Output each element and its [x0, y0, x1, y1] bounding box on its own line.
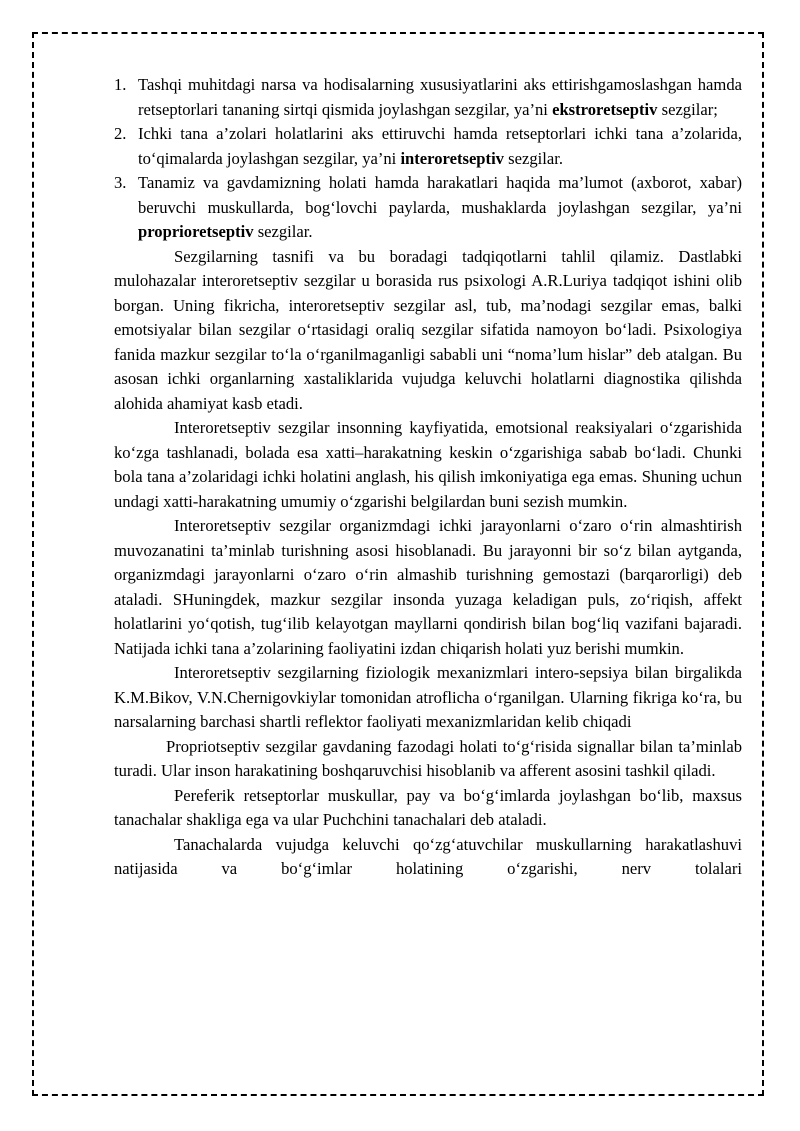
list-item-term: interoretseptiv — [400, 148, 504, 168]
list-item-number: 1. — [114, 75, 127, 94]
paragraph: Pereferik retseptorlar muskullar, pay va bo‘g‘imlarda joylashgan bo‘lib, maxsus tanachalar shakliga ega va ular Puchchini tanachalari deb ataladi. — [114, 785, 742, 829]
list-item-term: ekstroretseptiv — [552, 99, 658, 119]
paragraph: Sezgilarning tasnifi va bu boradagi tadqiqotlarni tahlil qilamiz. Dastlabki mulohazalar interoretseptiv sezgilar u borasida rus psixologi A.R.Luriya tadqiqot ishini olib borgan. Uning fikricha, interoretseptiv sezgilar asl, tub, ma’nodagi sezgilar emas, balki emotsiyalar bilan sezgilar o‘rtasidagi oraliq sezgilar sifatida namoyon bo‘ladi. Psixologiya fanida mazkur sezgilar to‘la o‘rganilmaganligi sababli uni “noma’lum hislar” deb atalgan. Bu asosan ichki organlarning xastaliklarida vujudga keluvchi holatlarni diagnostika qilishda alohida ahamiyat kasb etadi. — [114, 246, 742, 413]
paragraph: Tanachalarda vujudga keluvchi qo‘zg‘atuvchilar muskullarning harakatlashuvi natijasida va bo‘g‘imlar holatining o‘zgarishi, nerv tolalari — [114, 834, 742, 878]
list-item-text-end: sezgilar; — [657, 99, 718, 119]
sensation-types-list — [114, 73, 742, 245]
list-item-text: Tanamiz va gavdamizning holati hamda harakatlari haqida ma’lumot (axborot, xabar) beruvchi muskullarda, bog‘lovchi paylarda, mushaklarda joylashgan sezgilar, ya’ni — [138, 173, 742, 217]
list-item-text: Ichki tana a’zolari holatlarini aks ettiruvchi hamda retseptorlari ichki tana a’zolarida, to‘qimalarda joylashgan sezgilar, ya’ni — [138, 124, 742, 168]
list-item — [114, 171, 742, 245]
list-item — [114, 122, 742, 171]
list-item — [114, 73, 742, 122]
paragraph: Interoretseptiv sezgilarning fiziologik mexanizmlari intero-sepsiya bilan birgalikda K.M.Bikov, V.N.Chernigovkiylar tomonidan atroflicha o‘rganilgan. Ularning fikriga ko‘ra, bu narsalarning barchasi shartli reflektor faoliyati mexanizmlaridan kelib chiqadi — [114, 663, 742, 731]
list-item-number: 2. — [114, 124, 127, 143]
document-body — [114, 73, 742, 882]
paragraph: Propriotseptiv sezgilar gavdaning fazodagi holati to‘g‘risida signallar bilan ta’minlab turadi. Ular inson harakatining boshqaruvchisi hisoblanib va afferent asosini tashkil qiladi. — [114, 736, 742, 780]
list-item-text: Tashqi muhitdagi narsa va hodisalarning xususiyatlarini aks ettirishgamoslashgan hamda retseptorlari tananing sirtqi qismida joylashgan sezgilar, ya’ni — [138, 75, 742, 119]
paragraph: Interoretseptiv sezgilar organizmdagi ichki jarayonlarni o‘zaro o‘rin almashtirish muvozanatini ta’minlab turishning asosi hisoblanadi. Bu jarayonni bir so‘z bilan aytganda, organizmdagi jarayonlarni o‘zaro o‘rin almashib turishning gemostazi (barqarorligi) deb ataladi. SHuningdek, mazkur sezgilar insonda yuzaga keladigan puls, zo‘riqish, affekt holatlarini yo‘qotish, tug‘ilib kelayotgan mayllarni qondirish bilan bog‘liq vazifani bajaradi. Natijada ichki tana a’zolarining faoliyatini izdan chiqarish holati yuz berishi mumkin. — [114, 516, 742, 658]
list-item-term: proprioretseptiv — [138, 222, 254, 241]
list-item-number: 3. — [114, 173, 127, 192]
list-item-text-end: sezgilar. — [253, 222, 313, 241]
paragraph: Interoretseptiv sezgilar insonning kayfiyatida, emotsional reaksiyalari o‘zgarishida ko‘zga tashlanadi, bolada esa xatti–harakatning keskin o‘zgarishiga sabab bo‘ladi. Chunki bola tana a’zolaridagi ichki holatini anglash, his qilish imkoniyatiga ega emas. Shuning uchun undagi xatti-harakatning umumiy o‘zgarishi belgilardan buni sezish mumkin. — [114, 418, 742, 511]
list-item-text-end: sezgilar. — [503, 148, 563, 168]
